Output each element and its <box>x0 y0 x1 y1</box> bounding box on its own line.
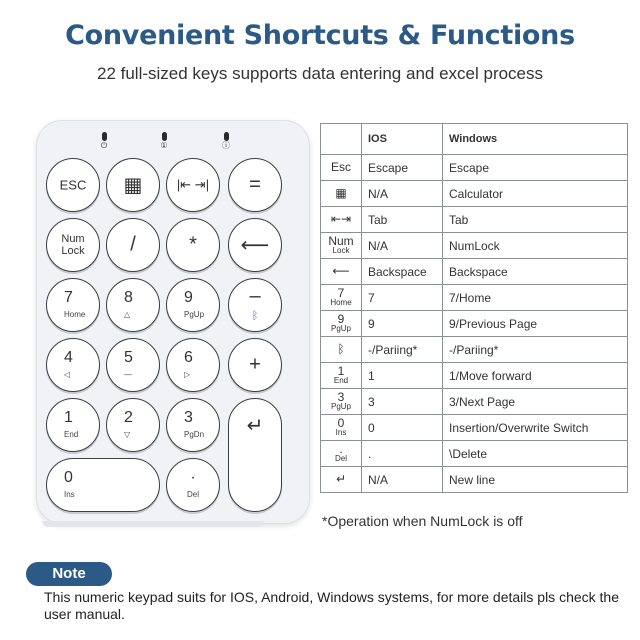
column-header-ios: IOS <box>362 124 443 155</box>
key-sublabel: Home <box>330 297 352 307</box>
table-header-row <box>321 124 628 155</box>
page-title: Convenient Shortcuts & Functions <box>65 20 575 51</box>
table-row <box>321 155 628 181</box>
key-cell <box>321 311 362 337</box>
decimal-key-sublabel: Del <box>186 490 199 499</box>
table-row <box>321 337 628 363</box>
equals-key[interactable] <box>228 158 282 212</box>
ios-cell: N/A <box>362 181 443 207</box>
down-arrow-icon: ▽ <box>124 430 131 439</box>
key-6-label: 6 <box>184 349 193 366</box>
column-header-key <box>321 124 362 155</box>
key-sublabel: End <box>333 375 349 385</box>
numlock-icon: ① <box>160 141 168 150</box>
windows-cell: NumLock <box>443 233 628 259</box>
key-cell <box>321 441 362 467</box>
key-cell <box>321 363 362 389</box>
note-badge: Note <box>26 562 112 586</box>
key-6[interactable] <box>166 338 220 392</box>
key-7[interactable] <box>46 278 100 332</box>
function-table <box>320 123 628 493</box>
key-2-label: 2 <box>124 409 133 426</box>
windows-cell: Tab <box>443 207 628 233</box>
table-row <box>321 285 628 311</box>
multiply-key[interactable] <box>166 218 220 272</box>
ios-cell: 0 <box>362 415 443 441</box>
windows-cell: 1/Move forward <box>443 363 628 389</box>
windows-cell: 3/Next Page <box>443 389 628 415</box>
key-symbol: . <box>339 441 343 456</box>
key-symbol: 7 <box>337 285 345 300</box>
key-8[interactable] <box>106 278 160 332</box>
left-arrow-icon: ◁ <box>64 370 71 379</box>
key-5[interactable] <box>106 338 160 392</box>
windows-cell: Escape <box>443 155 628 181</box>
indicator-light <box>224 132 229 141</box>
minus-key[interactable] <box>228 278 282 332</box>
key-cell <box>321 415 362 441</box>
backspace-icon: ⟵ <box>240 234 270 257</box>
key-cell <box>321 337 362 363</box>
key-cell <box>321 181 362 207</box>
bluetooth-icon: ᛒ <box>251 310 259 322</box>
page-subtitle: 22 full-sized keys supports data entering and excel process <box>96 64 544 83</box>
windows-cell: Insertion/Overwrite Switch <box>443 415 628 441</box>
key-5-sublabel: — <box>124 370 132 379</box>
table-row <box>321 233 628 259</box>
plus-key-label: + <box>249 353 261 376</box>
tab-icon: |⇤ ⇥| <box>176 177 210 192</box>
ios-cell: N/A <box>362 233 443 259</box>
key-1[interactable] <box>46 398 100 452</box>
key-cell <box>321 207 362 233</box>
key-sublabel: Del <box>334 453 347 463</box>
key-symbol: ▦ <box>335 186 347 200</box>
ios-cell: Escape <box>362 155 443 181</box>
key-cell <box>321 285 362 311</box>
ios-cell: -/Pariing* <box>362 337 443 363</box>
key-sublabel: Ins <box>335 427 347 437</box>
key-4[interactable] <box>46 338 100 392</box>
table-row <box>321 441 628 467</box>
key-cell <box>321 259 362 285</box>
power-indicator <box>96 132 112 150</box>
note-text: This numeric keypad suits for IOS, Android, Windows systems, for more details pls check the user manual. <box>44 589 619 622</box>
key-cell <box>321 155 362 181</box>
windows-cell: Calculator <box>443 181 628 207</box>
divide-key-label: / <box>130 233 136 256</box>
key-cell <box>321 233 362 259</box>
numlock-key[interactable] <box>46 218 100 272</box>
numlock-indicator <box>156 132 172 150</box>
key-2[interactable] <box>106 398 160 452</box>
column-header-windows: Windows <box>443 124 628 155</box>
key-symbol: ᛒ <box>337 342 345 356</box>
indicator-light <box>102 132 107 141</box>
ios-cell: 3 <box>362 389 443 415</box>
key-7-label: 7 <box>64 289 73 306</box>
esc-key-label: ESC <box>59 177 87 193</box>
key-symbol: 0 <box>337 415 345 430</box>
calculator-key[interactable] <box>106 158 160 212</box>
key-0-sublabel: Ins <box>64 490 75 499</box>
key-symbol: 9 <box>337 311 345 326</box>
windows-cell: \Delete <box>443 441 628 467</box>
key-3-label: 3 <box>184 409 193 426</box>
divide-key[interactable] <box>106 218 160 272</box>
calculator-icon: ▦ <box>123 174 143 197</box>
key-9[interactable] <box>166 278 220 332</box>
table-row <box>321 363 628 389</box>
key-symbol: Esc <box>330 160 351 174</box>
table-row <box>321 207 628 233</box>
windows-cell: -/Pariing* <box>443 337 628 363</box>
ios-cell: . <box>362 441 443 467</box>
key-3[interactable] <box>166 398 220 452</box>
key-8-label: 8 <box>124 289 133 306</box>
key-symbol: ↵ <box>335 472 347 486</box>
footnote: *Operation when NumLock is off <box>322 513 523 529</box>
key-symbol: ⇤⇥ <box>330 212 352 226</box>
table-row <box>321 389 628 415</box>
power-icon: ⏻ <box>100 141 108 150</box>
decimal-key-label: · <box>190 469 196 486</box>
key-1-sublabel: End <box>64 430 79 439</box>
key-symbol: 1 <box>337 363 345 378</box>
key-cell <box>321 467 362 493</box>
decimal-key[interactable] <box>166 458 220 512</box>
ios-cell: Backspace <box>362 259 443 285</box>
windows-cell: 9/Previous Page <box>443 311 628 337</box>
equals-key-label: = <box>249 173 261 196</box>
plus-key[interactable] <box>228 338 282 392</box>
battery-icon: ⓘ <box>222 141 230 150</box>
key-7-sublabel: Home <box>64 310 86 319</box>
key-1-label: 1 <box>64 409 73 426</box>
minus-key-label: – <box>249 285 261 307</box>
key-0-label: 0 <box>64 469 73 486</box>
key-sublabel: PgUp <box>330 401 351 411</box>
key-symbol: Num <box>328 233 354 248</box>
tab-key[interactable] <box>166 158 220 212</box>
key-cell <box>321 389 362 415</box>
table-row <box>321 467 628 493</box>
key-sublabel: Lock <box>332 245 350 255</box>
windows-cell: 7/Home <box>443 285 628 311</box>
table-row <box>321 181 628 207</box>
backspace-key[interactable] <box>228 218 282 272</box>
numlock-key-label: Num Lock <box>61 233 85 257</box>
enter-icon: ↵ <box>246 415 264 437</box>
key-9-label: 9 <box>184 289 193 306</box>
right-arrow-icon: ▷ <box>184 370 191 379</box>
ios-cell: N/A <box>362 467 443 493</box>
ios-cell: 9 <box>362 311 443 337</box>
key-5-label: 5 <box>124 349 133 366</box>
key-9-sublabel: PgUp <box>184 310 205 319</box>
esc-key[interactable] <box>46 158 100 212</box>
key-4-label: 4 <box>64 349 73 366</box>
up-arrow-icon: △ <box>124 310 131 319</box>
table-row <box>321 311 628 337</box>
windows-cell: Backspace <box>443 259 628 285</box>
ios-cell: 1 <box>362 363 443 389</box>
battery-indicator <box>218 132 234 150</box>
key-sublabel: PgUp <box>330 323 351 333</box>
ios-cell: 7 <box>362 285 443 311</box>
table-row <box>321 259 628 285</box>
table-row <box>321 415 628 441</box>
key-0[interactable] <box>46 458 160 512</box>
key-symbol: 3 <box>337 389 345 404</box>
windows-cell: New line <box>443 467 628 493</box>
key-3-sublabel: PgDn <box>184 430 205 439</box>
ios-cell: Tab <box>362 207 443 233</box>
multiply-key-label: * <box>189 233 197 256</box>
indicator-light <box>162 132 167 141</box>
enter-key[interactable] <box>228 398 282 512</box>
keypad-base <box>42 521 264 527</box>
key-symbol: ⟵ <box>332 264 350 278</box>
